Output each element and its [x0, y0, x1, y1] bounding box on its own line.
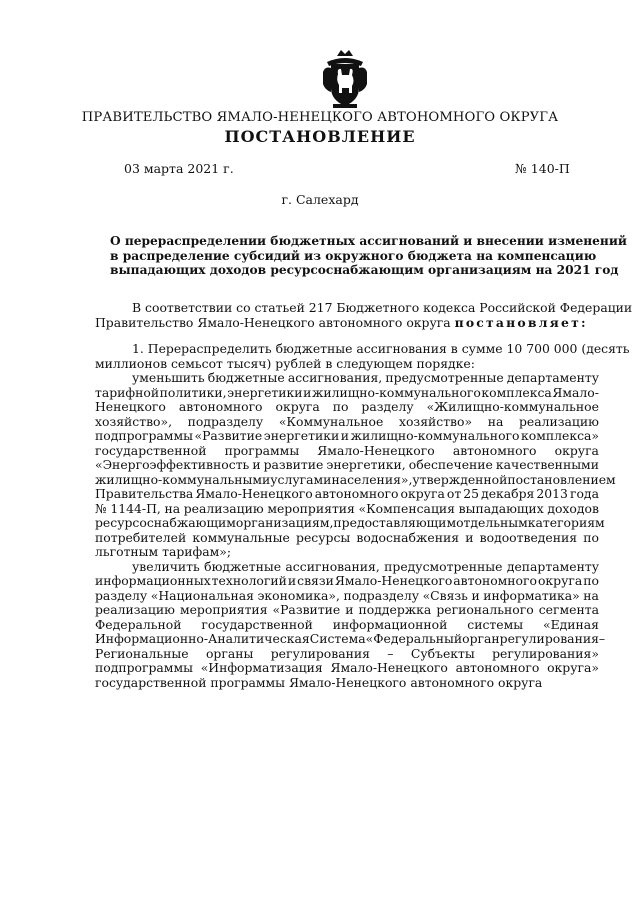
word: подпрограммы: [95, 660, 193, 675]
word: –: [598, 631, 606, 646]
word: Субъекты: [410, 645, 475, 661]
word: увеличить: [132, 558, 200, 574]
text-line: [95, 444, 599, 459]
text-line: [95, 502, 599, 517]
word: постановлением: [507, 471, 616, 487]
word: подразделу: [187, 413, 264, 429]
word: «Связь: [422, 587, 468, 603]
paragraph-decrease: [95, 370, 616, 560]
text-line: [95, 560, 599, 575]
text-line: [95, 458, 599, 473]
word: развитие: [263, 457, 324, 472]
document-date: 03 марта 2021 г.: [124, 161, 234, 176]
word: «Федеральный: [365, 631, 463, 646]
text-line: [95, 603, 599, 618]
word: автономного: [314, 486, 399, 501]
word: поддержка: [358, 602, 432, 617]
word: по: [583, 529, 599, 545]
word: Ямало-Ненецкого: [317, 442, 435, 458]
word: декабря: [481, 486, 535, 501]
word: Ямало-Ненецкого: [334, 573, 453, 588]
word: разделу: [361, 399, 414, 414]
preamble-line: [95, 316, 599, 331]
word: выпадающих: [458, 500, 544, 516]
word: категориям: [527, 515, 605, 530]
word: услугами: [270, 471, 332, 487]
word: сегмента: [538, 602, 599, 617]
text-line: [95, 647, 599, 662]
word: округа: [275, 399, 320, 414]
text-line: [95, 676, 599, 691]
word: «Национальная: [150, 587, 254, 603]
text-line: [95, 429, 599, 444]
word: и: [252, 457, 261, 472]
word: и: [303, 384, 312, 400]
word: регулирования: [499, 631, 599, 646]
text-line: [95, 661, 599, 676]
word: «Развитие: [194, 428, 263, 443]
word: Ямало-Ненецкого: [195, 486, 313, 501]
word: реализацию: [95, 602, 175, 617]
word: и: [471, 587, 480, 603]
word: Региональные: [95, 645, 189, 661]
word: автономного: [410, 674, 495, 690]
word: технологий: [211, 573, 287, 588]
word: автономного: [455, 660, 540, 675]
text-line: [95, 487, 599, 502]
document-title: [110, 234, 627, 278]
word: «Единая: [542, 616, 599, 632]
text-line: [95, 631, 606, 647]
word: жилищно-коммунальными: [95, 471, 271, 487]
word: системы: [467, 616, 524, 632]
word: разделу: [95, 587, 148, 603]
word: государственной: [201, 616, 313, 632]
word: льготным тарифам»;: [95, 544, 232, 559]
word: уменьшить: [132, 370, 205, 385]
word: на: [583, 587, 599, 603]
word: Информационно-Аналитическая: [95, 631, 310, 646]
word: информатика»: [483, 587, 580, 603]
word: энергетики: [227, 384, 303, 400]
word: мероприятия: [267, 500, 355, 516]
document-city: г. Салехард: [281, 192, 359, 207]
word: «Информатизация: [200, 660, 323, 675]
word: 25: [463, 486, 480, 501]
word: населения»,: [331, 471, 413, 487]
word: мероприятия: [179, 602, 268, 617]
document-type: ПОСТАНОВЛЕНИЕ: [224, 127, 416, 146]
word: хозяйство»,: [95, 413, 173, 429]
paragraph-increase: [95, 558, 606, 691]
word: от: [446, 486, 462, 501]
word: на: [164, 500, 181, 516]
word: №: [95, 500, 107, 516]
word: программы: [210, 674, 286, 690]
word: округа: [498, 674, 543, 690]
word: обеспечение: [408, 457, 493, 472]
word: жилищно-коммунального: [350, 428, 520, 443]
word: автономного: [453, 573, 537, 588]
word: программы: [224, 442, 300, 458]
word: округа: [537, 573, 583, 588]
word: хозяйство»: [398, 413, 473, 429]
p1-line: 1. Перераспределить бюджетные ассигнования в сумме 10 700 000 (десять: [132, 341, 630, 356]
document-body: [95, 300, 633, 690]
word: государственной: [95, 442, 207, 458]
word: регулирования: [270, 645, 370, 661]
word: по: [583, 573, 599, 588]
word: и: [340, 428, 350, 443]
word: ресурсоснабжающим: [95, 515, 236, 530]
word: водоснабжения: [356, 529, 460, 545]
word: подразделу: [343, 587, 420, 603]
preamble: [95, 300, 633, 330]
word: на: [487, 413, 504, 429]
word: отдельным: [456, 515, 528, 530]
word: округа: [400, 486, 445, 501]
word: водоотведения: [479, 529, 578, 545]
word: энергетики,: [326, 457, 406, 472]
word: политики,: [159, 384, 227, 400]
word: Система: [309, 631, 366, 646]
word: округа: [554, 442, 599, 458]
word: экономика»,: [257, 587, 340, 603]
word: связи: [297, 573, 334, 588]
word: автономного: [178, 399, 263, 414]
word: предусмотренные: [385, 370, 504, 385]
word: реализацию: [183, 500, 264, 516]
text-line: [95, 415, 599, 430]
p1-line: миллионов семьсот тысяч) рублей в следующем порядке:: [95, 355, 475, 371]
word: подпрограммы: [95, 428, 193, 443]
word: –: [387, 645, 394, 661]
document-number: № 140-П: [515, 161, 570, 176]
word: 2013: [536, 486, 568, 501]
word: ресурсы: [296, 529, 351, 545]
word: департаменту: [506, 558, 599, 574]
word: Ненецкого: [95, 399, 166, 414]
text-line: [95, 531, 599, 546]
word: «Энергоэффективность: [95, 457, 250, 472]
word: автономного: [452, 442, 537, 458]
coat-of-arms-emblem: [319, 48, 371, 110]
word: бюджетные: [204, 558, 282, 574]
word: коммунальные: [192, 529, 290, 545]
word: и: [465, 529, 474, 545]
preamble-line: В соответствии со статьей 217 Бюджетного кодекса Российской Федерации: [132, 300, 633, 315]
word: предоставляющим: [333, 515, 457, 530]
word: Ямало-: [552, 384, 599, 400]
word: информационных: [95, 573, 211, 588]
word: «Компенсация: [358, 500, 455, 516]
text-line: [95, 371, 599, 386]
word: орган: [462, 631, 500, 646]
word: комплекса: [481, 384, 552, 400]
word: регионального: [436, 602, 534, 617]
word: 1144-П,: [110, 500, 161, 516]
word: «Коммунальное: [278, 413, 384, 429]
text-line: [95, 618, 599, 633]
word: года: [569, 486, 599, 501]
word: организациям,: [235, 515, 334, 530]
text-line: [95, 589, 599, 604]
word: комплекса»: [521, 428, 599, 443]
title-line: выпадающих доходов ресурсоснабжающим организациям на 2021 год: [110, 263, 619, 277]
word: утвержденной: [412, 471, 508, 487]
word: ассигнования,: [287, 370, 383, 385]
text-line: [95, 386, 599, 401]
text-line: [95, 545, 599, 560]
word: и: [345, 602, 354, 617]
text-line: [95, 515, 605, 531]
word: государственной: [95, 674, 207, 690]
word: Ямало-Ненецкого: [330, 660, 448, 675]
word: бюджетные: [207, 370, 285, 385]
word: Правительства: [95, 486, 194, 501]
title-line: О перераспределении бюджетных ассигнований и внесении изменений: [110, 234, 627, 248]
word: жилищно-коммунального: [311, 384, 481, 400]
preamble-text: Правительство Ямало-Ненецкого автономного округа: [95, 314, 455, 330]
decree-word: постановляет:: [454, 314, 588, 330]
word: энергетики: [263, 428, 340, 443]
word: тарифной: [95, 384, 160, 400]
word: органы: [205, 645, 254, 661]
word: регулирования»: [492, 645, 599, 661]
word: реализацию: [518, 413, 599, 429]
word: информационной: [332, 616, 448, 632]
text-line: [95, 471, 616, 488]
word: Федеральной: [95, 616, 182, 632]
word: «Развитие: [272, 602, 341, 617]
word: по: [332, 399, 349, 414]
word: предусмотренные: [384, 558, 503, 574]
word: ассигнования,: [285, 558, 380, 574]
word: департаменту: [506, 370, 599, 385]
paragraph-1: [95, 341, 630, 371]
word: «Жилищно-коммунальное: [426, 399, 599, 414]
word: доходов: [547, 500, 599, 516]
word: округа»: [547, 660, 599, 675]
word: качественными: [495, 457, 599, 472]
text-line: [95, 574, 599, 589]
word: и: [287, 573, 297, 588]
text-line: [95, 400, 599, 415]
word: Ямало-Ненецкого: [288, 674, 407, 690]
word: потребителей: [95, 529, 187, 545]
title-line: в распределение субсидий из окружного бюджета на компенсацию: [110, 248, 597, 263]
government-name: ПРАВИТЕЛЬСТВО ЯМАЛО-НЕНЕЦКОГО АВТОНОМНОГО ОКРУГА: [81, 110, 559, 125]
